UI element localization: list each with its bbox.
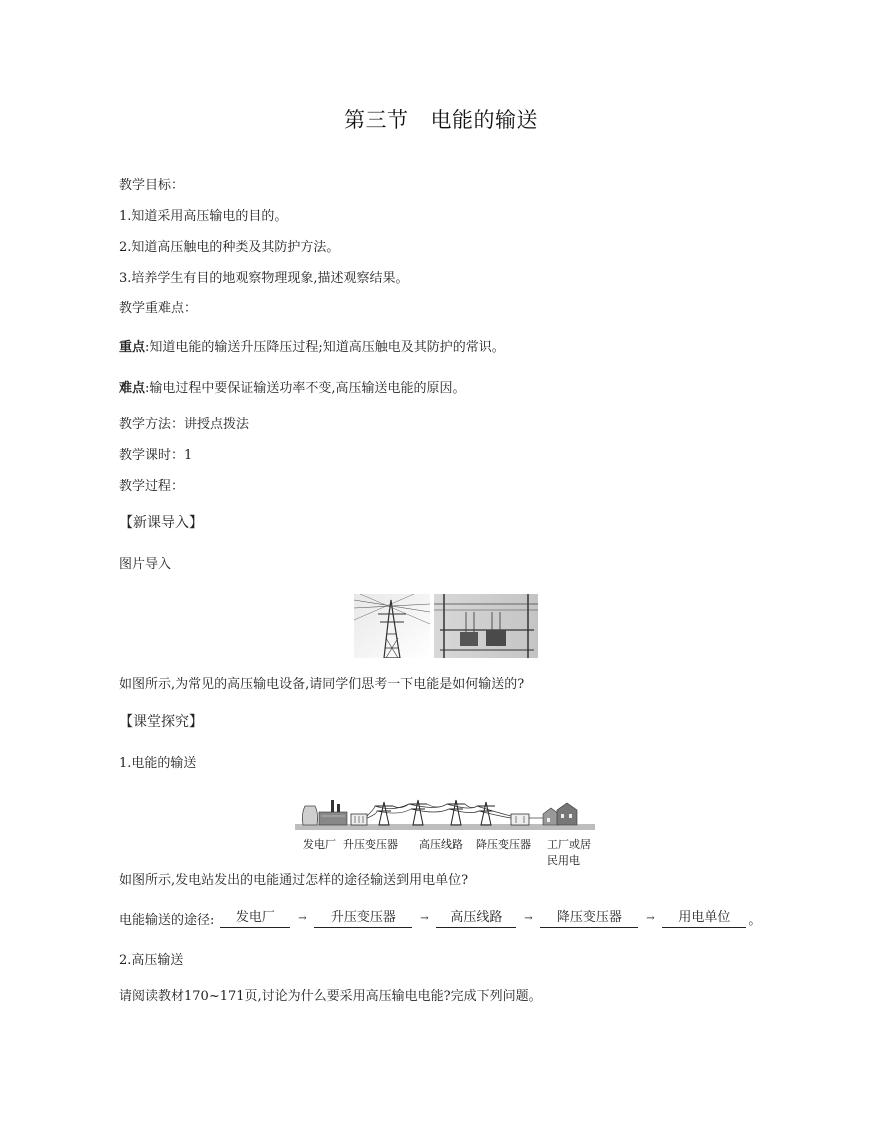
teaching-hours: 教学课时：1 (119, 448, 193, 463)
title-topic: 电能的输送 (430, 108, 538, 132)
cooling-tower-icon (302, 806, 317, 825)
transmission-diagram (295, 794, 595, 866)
path-arrow-1: → (298, 913, 307, 924)
intro-sub: 图片导入 (119, 557, 172, 572)
label-step-up: 升压变压器 (343, 838, 398, 851)
pylon-icon (375, 800, 495, 825)
label-users-1: 工厂或居 (547, 838, 591, 851)
path-step-2: 升压变压器 (314, 909, 412, 928)
difficulty-line (119, 380, 466, 398)
section-2-title: 2.高压输送 (119, 953, 184, 968)
path-label: 电能输送的途径: (119, 913, 215, 928)
tower-photo (354, 594, 430, 658)
path-end: 。 (748, 913, 762, 928)
path-arrow-3: → (524, 913, 533, 924)
intro-question: 如图所示,为常见的高压输电设备,请同学们思考一下电能是如何输送的? (119, 677, 525, 692)
step-down-transformer-icon (511, 814, 529, 825)
hv-equipment-photos (354, 594, 538, 658)
label-step-down: 降压变压器 (476, 838, 531, 851)
objective-item-1: 1.知道采用高压输电的目的。 (119, 209, 288, 224)
focus-line (119, 339, 505, 357)
label-plant: 发电厂 (303, 838, 336, 851)
transmission-diagram-graphic (295, 794, 595, 834)
transmission-path (119, 909, 761, 928)
path-arrow-4: → (646, 913, 655, 924)
teaching-process: 教学过程： (119, 479, 185, 494)
objective-item-2: 2.知道高压触电的种类及其防护方法。 (119, 240, 340, 255)
house-icon (543, 803, 577, 825)
intro-heading: 【新课导入】 (119, 515, 203, 531)
objectives-label: 教学目标： (119, 178, 185, 193)
page-title (0, 104, 882, 134)
explore-question: 如图所示,发电站发出的电能通过怎样的途径输送到用电单位? (119, 873, 469, 888)
key-points-label: 教学重难点： (119, 301, 198, 316)
teaching-method: 教学方法：讲授点拨法 (119, 417, 250, 432)
focus-label: 重点 (119, 340, 146, 355)
path-step-4: 降压变压器 (540, 909, 638, 928)
difficulty-label: 难点 (119, 381, 146, 396)
title-section: 第三节 (344, 108, 409, 132)
plant-building-icon (319, 812, 347, 825)
difficulty-text: :输电过程中要保证输送功率不变,高压输送电能的原因。 (145, 381, 466, 396)
label-hv-line: 高压线路 (419, 838, 463, 851)
objective-item-3: 3.培养学生有目的地观察物理现象,描述观察结果。 (119, 271, 409, 286)
path-step-1: 发电厂 (220, 909, 290, 928)
substation-photo (434, 594, 538, 658)
section-2-text: 请阅读教材170~171页,讨论为什么要采用高压输电电能?完成下列问题。 (119, 989, 542, 1004)
path-step-5: 用电单位 (662, 909, 746, 928)
focus-text: :知道电能的输送升压降压过程;知道高压触电及其防护的常识。 (145, 340, 505, 355)
explore-heading: 【课堂探究】 (119, 714, 203, 730)
label-users-2: 民用电 (547, 854, 580, 867)
section-1-title: 1.电能的输送 (119, 756, 197, 771)
path-arrow-2: → (420, 913, 429, 924)
path-step-3: 高压线路 (436, 909, 516, 928)
